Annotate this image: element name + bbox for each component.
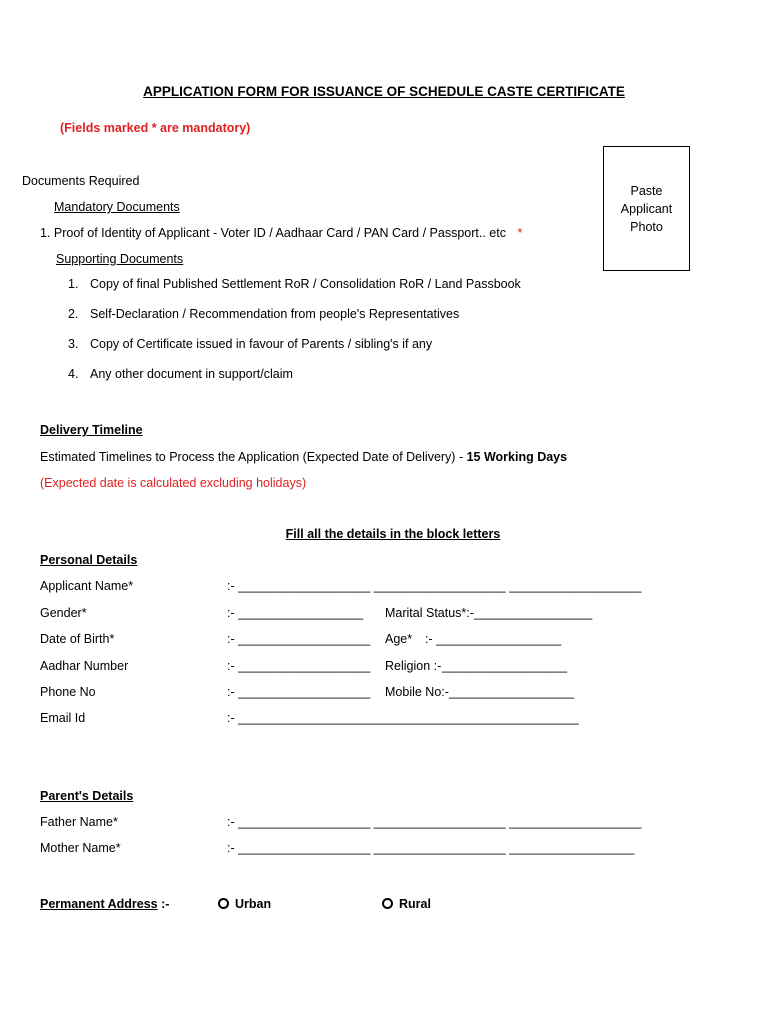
address-option-urban[interactable] (218, 897, 271, 911)
rural-label: Rural (399, 897, 431, 911)
supporting-item-4: Any other document in support/claim (90, 367, 293, 381)
supporting-item-2: Self-Declaration / Recommendation from people's Representatives (90, 307, 460, 321)
gender-field[interactable]: :- __________________ (227, 606, 364, 620)
supporting-item-3: Copy of Certificate issued in favour of Parents / sibling's if any (90, 337, 433, 351)
dob-label: Date of Birth* (40, 632, 115, 646)
permanent-address-suffix: :- (157, 897, 170, 911)
personal-details-heading: Personal Details (40, 553, 138, 567)
parents-details-heading: Parent's Details (40, 789, 134, 803)
form-title: APPLICATION FORM FOR ISSUANCE OF SCHEDULE CASTE CERTIFICATE (143, 84, 625, 99)
delivery-days: 15 Working Days (466, 450, 568, 464)
supporting-docs-heading: Supporting Documents (56, 252, 184, 266)
marital-status-label: Marital Status*:- (385, 606, 474, 620)
photo-box[interactable] (603, 146, 690, 271)
father-name-label: Father Name* (40, 815, 118, 829)
rural-radio-icon[interactable] (382, 898, 393, 909)
mother-name-label: Mother Name* (40, 841, 121, 855)
mandatory-doc-item (40, 226, 522, 240)
email-label: Email Id (40, 711, 86, 725)
mobile-field[interactable]: __________________ (449, 685, 575, 699)
urban-label: Urban (235, 897, 272, 911)
required-star: * (517, 226, 523, 240)
aadhar-label: Aadhar Number (40, 659, 129, 673)
mandatory-note: (Fields marked * are mandatory) (60, 121, 251, 135)
documents-heading: Documents Required (22, 174, 140, 188)
religion-field[interactable]: __________________ (442, 659, 568, 673)
phone-label: Phone No (40, 685, 96, 699)
permanent-address-text: Permanent Address (40, 897, 158, 911)
supporting-item-4-num: 4. (68, 367, 79, 381)
mobile-label: Mobile No:- (385, 685, 449, 699)
mandatory-docs-heading: Mandatory Documents (54, 200, 180, 214)
photo-box-line2: Applicant (620, 201, 673, 216)
gender-label: Gender* (40, 606, 87, 620)
photo-box-line1: Paste (630, 183, 663, 198)
father-name-field[interactable]: :- ___________________ ___________________ ___________________ (227, 815, 642, 829)
photo-box-line3: Photo (630, 219, 663, 234)
delivery-description: Estimated Timelines to Process the Application (Expected Date of Delivery) - (40, 450, 467, 464)
urban-radio-icon[interactable] (218, 898, 229, 909)
marital-status-field[interactable]: _________________ (474, 606, 593, 620)
fill-instruction: Fill all the details in the block letters (285, 527, 501, 541)
supporting-item-1-num: 1. (68, 277, 79, 291)
applicant-name-field[interactable]: :- ___________________ ___________________ ___________________ (227, 579, 642, 593)
age-field[interactable]: :- __________________ (425, 632, 562, 646)
supporting-item-3-num: 3. (68, 337, 79, 351)
email-field[interactable]: :- _________________________________________________ (227, 711, 579, 725)
address-option-rural[interactable] (382, 897, 431, 911)
religion-label: Religion :- (385, 659, 442, 673)
delivery-text (40, 450, 567, 464)
permanent-address-label (40, 897, 169, 911)
mother-name-field[interactable]: :- ___________________ ___________________ __________________ (227, 841, 635, 855)
phone-field[interactable]: :- ___________________ (227, 685, 371, 699)
supporting-item-2-num: 2. (68, 307, 79, 321)
dob-field[interactable]: :- ___________________ (227, 632, 371, 646)
supporting-item-1: Copy of final Published Settlement RoR / Consolidation RoR / Land Passbook (90, 277, 521, 291)
delivery-note: (Expected date is calculated excluding holidays) (40, 476, 307, 490)
age-label: Age* (385, 632, 413, 646)
aadhar-field[interactable]: :- ___________________ (227, 659, 371, 673)
mandatory-doc-text: 1. Proof of Identity of Applicant - Voter ID / Aadhaar Card / PAN Card / Passport.. etc (40, 226, 506, 240)
applicant-name-label: Applicant Name* (40, 579, 134, 593)
delivery-heading: Delivery Timeline (40, 423, 143, 437)
